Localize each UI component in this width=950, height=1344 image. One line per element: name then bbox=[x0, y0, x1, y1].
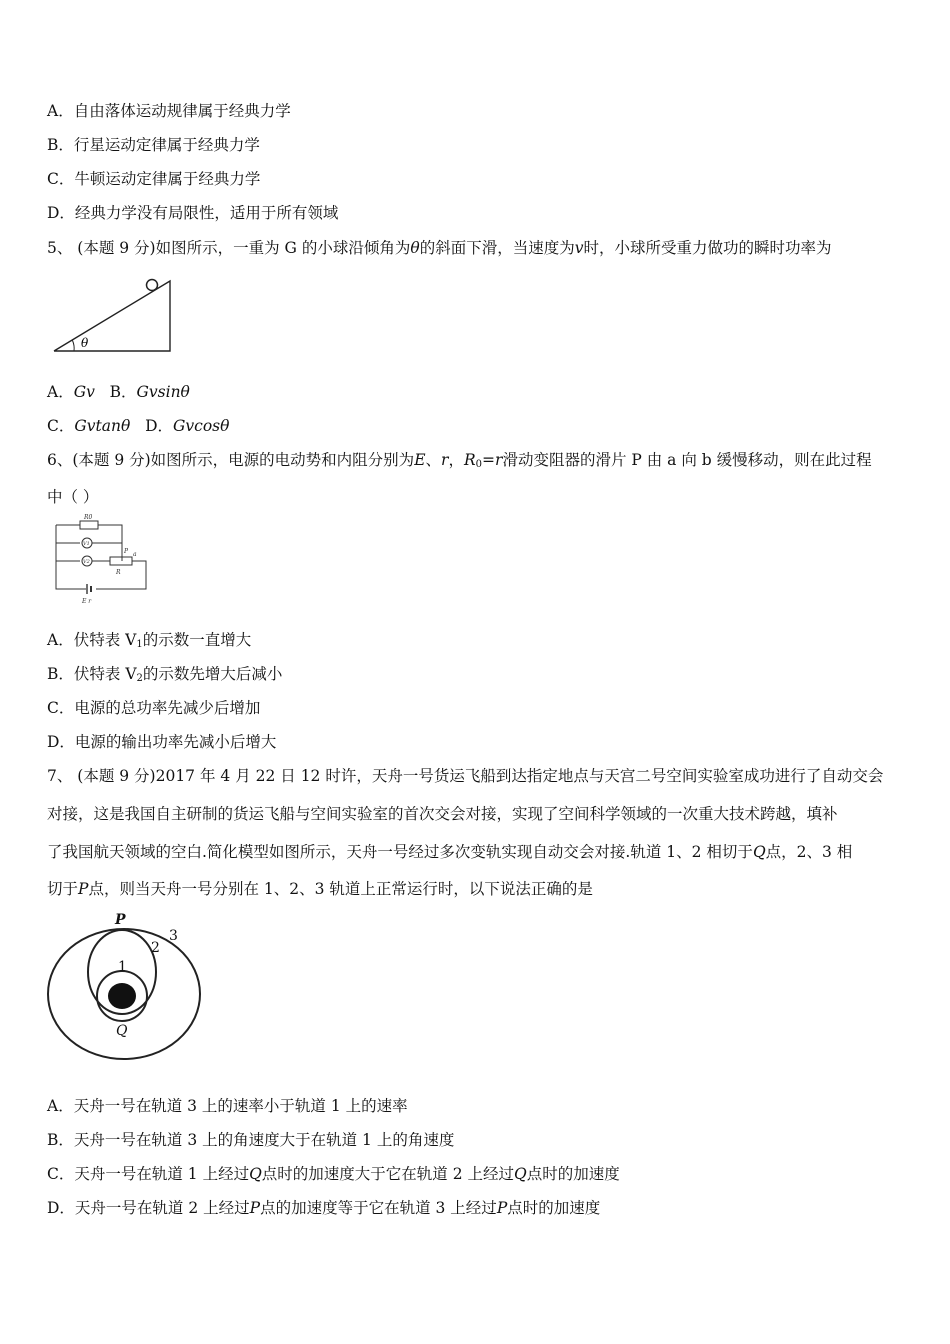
q5-stem-mid: 的斜面下滑，当速度为 bbox=[419, 239, 575, 257]
q5-stem bbox=[47, 238, 831, 258]
q7-line3-post: 点，2、3 相 bbox=[765, 843, 853, 861]
q4-option-a: A．自由落体运动规律属于经典力学 bbox=[47, 102, 291, 120]
q7-option-d-p1: P bbox=[249, 1199, 261, 1217]
rheostat-r bbox=[110, 557, 132, 565]
q5-options-cd bbox=[47, 416, 229, 436]
q7-line3-Q: Q bbox=[752, 843, 766, 861]
circuit-figure bbox=[50, 513, 155, 605]
q5-options-ab bbox=[47, 382, 190, 402]
q5-option-c-label: C． bbox=[47, 417, 75, 435]
q7-stem-line3 bbox=[47, 842, 852, 862]
q5-stem-post: 时，小球所受重力做功的瞬时功率为 bbox=[583, 239, 832, 257]
q6-option-b-post: 的示数先增大后减小 bbox=[142, 665, 283, 683]
q5-option-d: Gvcosθ bbox=[173, 417, 230, 435]
q6-option-a bbox=[47, 630, 251, 655]
q6-option-a-post: 的示数一直增大 bbox=[142, 631, 252, 649]
angle-arc bbox=[73, 341, 75, 352]
q7-option-d-pre: D．天舟一号在轨道 2 上经过 bbox=[47, 1199, 250, 1217]
q7-stem-line4 bbox=[47, 879, 593, 899]
q7-option-b: B．天舟一号在轨道 3 上的角速度大于在轨道 1 上的角速度 bbox=[47, 1131, 455, 1149]
label-r: R bbox=[116, 569, 121, 576]
orbit-label-1: 1 bbox=[118, 959, 127, 975]
q5-v: v bbox=[574, 239, 584, 257]
q7-option-d-p2: P bbox=[496, 1199, 508, 1217]
q7-option-c-pre: C．天舟一号在轨道 1 上经过 bbox=[47, 1165, 250, 1183]
q7-option-c-q2: Q bbox=[514, 1165, 527, 1183]
resistor-r0 bbox=[80, 521, 98, 529]
q5-option-d-label: D． bbox=[145, 417, 174, 435]
q6-option-b-sub: 2 bbox=[136, 673, 143, 684]
incline-figure bbox=[50, 276, 175, 356]
orbit-label-3: 3 bbox=[169, 928, 178, 944]
q7-option-c-mid: 点时的加速度大于它在轨道 2 上经过 bbox=[261, 1165, 515, 1183]
q6-R0-sub: 0 bbox=[475, 459, 483, 470]
q4-option-c: C．牛顿运动定律属于经典力学 bbox=[47, 170, 261, 188]
q7-option-a: A．天舟一号在轨道 3 上的速率小于轨道 1 上的速率 bbox=[47, 1097, 408, 1115]
q6-stem-post: 滑动变阻器的滑片 P 由 a 向 b 缓慢移动，则在此过程 bbox=[502, 451, 872, 469]
earth bbox=[108, 983, 136, 1009]
q6-eq: = bbox=[482, 451, 496, 469]
q6-option-b bbox=[47, 664, 282, 689]
q6-r2: r bbox=[495, 451, 503, 469]
label-p: P bbox=[124, 548, 129, 555]
angle-label: θ bbox=[81, 336, 89, 350]
q6-R0: R bbox=[463, 451, 476, 469]
q4-option-b: B．行星运动定律属于经典力学 bbox=[47, 136, 260, 154]
q7-line4-pre: 切于 bbox=[47, 880, 79, 898]
q5-option-b: Gvsinθ bbox=[136, 383, 190, 401]
q7-stem-line2: 对接，这是我国自主研制的货运飞船与空间实验室的首次交会对接，实现了空间科学领域的一次重大技术跨越，填补 bbox=[47, 805, 838, 823]
q7-option-c-q1: Q bbox=[249, 1165, 262, 1183]
q6-option-b-pre: B．伏特表 V bbox=[47, 665, 137, 683]
q7-stem-line1: 7、 (本题 9 分)2017 年 4 月 22 日 12 时许，天舟一号货运飞船到达指定地点与天宫二号空间实验室成功进行了自动交会 bbox=[47, 767, 884, 785]
q7-option-d bbox=[47, 1198, 600, 1218]
q7-option-c-post: 点时的加速度 bbox=[526, 1165, 620, 1183]
label-battery: E r bbox=[82, 598, 92, 605]
q7-line3-pre: 了我国航天领域的空白.简化模型如图所示，天舟一号经过多次变轨实现自动交会对接.轨道 1、2 相切于 bbox=[47, 843, 753, 861]
q5-option-b-label: B． bbox=[109, 383, 137, 401]
q6-option-c: C．电源的总功率先减少后增加 bbox=[47, 699, 261, 717]
orbit-figure bbox=[44, 908, 204, 1066]
orbit-label-p: P bbox=[115, 912, 126, 928]
circuit-left-wire bbox=[56, 525, 86, 589]
q7-line4-P: P bbox=[78, 880, 89, 898]
q6-E: E bbox=[414, 451, 426, 469]
q6-option-d: D．电源的输出功率先减小后增大 bbox=[47, 733, 277, 751]
q6-stem bbox=[47, 450, 872, 475]
q7-option-c bbox=[47, 1164, 620, 1184]
q7-option-d-post: 点时的加速度 bbox=[507, 1199, 601, 1217]
q6-r: r bbox=[441, 451, 449, 469]
label-a: a bbox=[133, 551, 137, 558]
q6-sep: 、 bbox=[425, 451, 442, 469]
q5-option-c: Gvtanθ bbox=[74, 417, 131, 435]
q7-option-d-mid: 点的加速度等于它在轨道 3 上经过 bbox=[260, 1199, 497, 1217]
orbit-label-q: Q bbox=[116, 1023, 128, 1039]
q6-option-a-pre: A．伏特表 V bbox=[47, 631, 137, 649]
q5-stem-pre: 5、 (本题 9 分)如图所示，一重为 G 的小球沿倾角为 bbox=[47, 239, 411, 257]
incline-triangle bbox=[54, 281, 170, 351]
q7-line4-post: 点，则当天舟一号分别在 1、2、3 轨道上正常运行时，以下说法正确的是 bbox=[88, 880, 593, 898]
orbit-label-2: 2 bbox=[151, 940, 160, 956]
q5-theta: θ bbox=[410, 239, 420, 257]
q5-option-a-label: A． bbox=[47, 383, 74, 401]
label-r0: R0 bbox=[84, 514, 93, 521]
q4-option-d: D．经典力学没有局限性，适用于所有领域 bbox=[47, 204, 339, 222]
ball bbox=[147, 280, 158, 291]
q6-stem-line2: 中（ ） bbox=[47, 488, 99, 506]
label-v1: V1 bbox=[83, 541, 90, 547]
label-v2: V2 bbox=[83, 559, 90, 565]
q5-option-a: Gv bbox=[73, 383, 95, 401]
q6-comma: ， bbox=[448, 451, 464, 469]
q6-stem-pre: 6、(本题 9 分)如图所示，电源的电动势和内阻分别为 bbox=[47, 451, 415, 469]
q6-option-a-sub: 1 bbox=[136, 639, 143, 650]
